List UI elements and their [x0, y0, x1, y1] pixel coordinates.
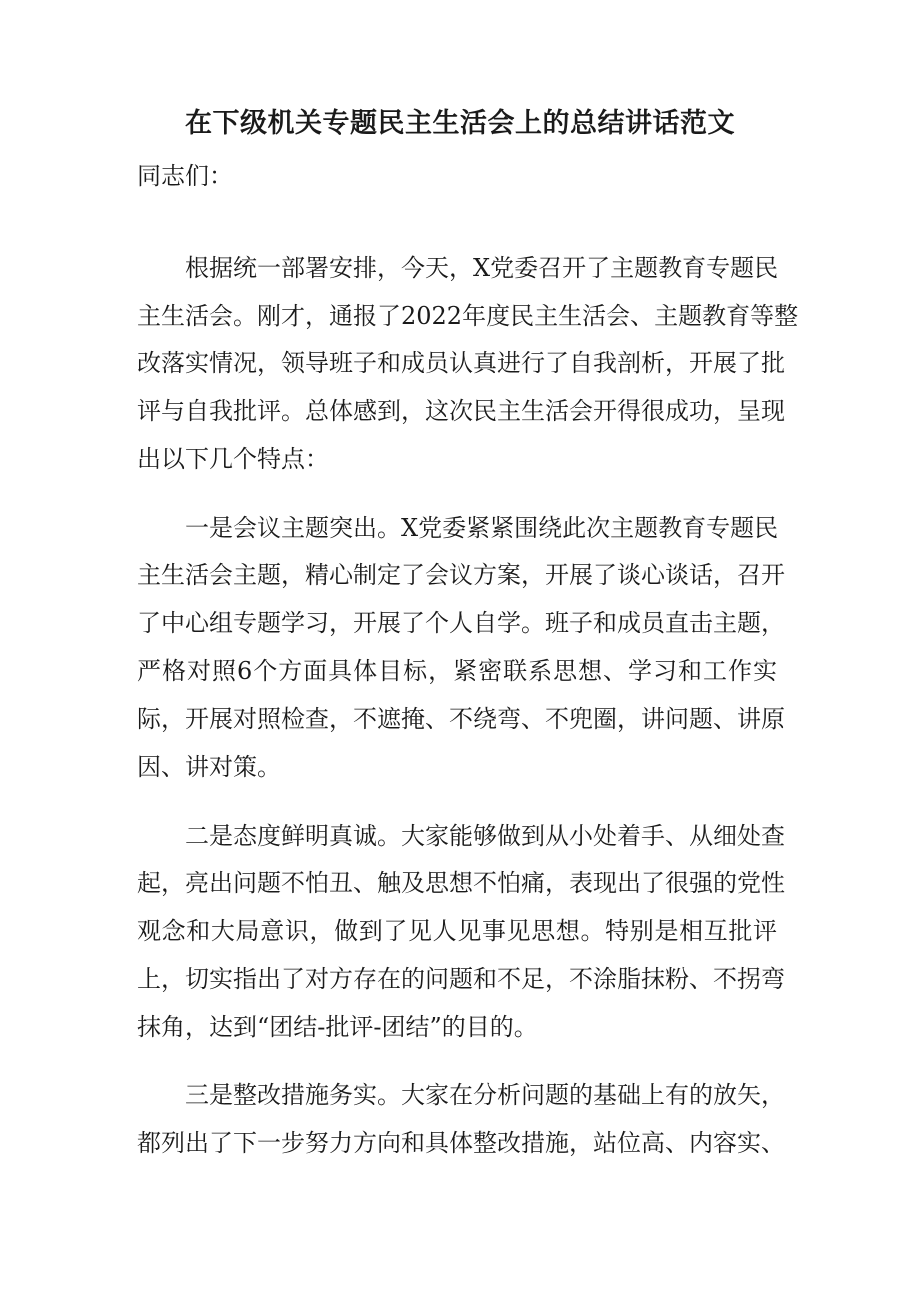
document-title: 在下级机关专题民主生活会上的总结讲话范文	[185, 108, 735, 139]
paragraph-line: 都列出了下一步努力方向和具体整改措施，站位高、内容实、	[137, 1129, 785, 1157]
paragraph-line: 了中心组专题学习，开展了个人自学。班子和成员直击主题，	[137, 609, 785, 637]
paragraph-line: 评与自我批评。总体感到，这次民主生活会开得很成功，呈现	[137, 397, 785, 425]
greeting: 同志们：	[137, 162, 233, 190]
paragraph-line: 严格对照6个方面具体目标，紧密联系思想、学习和工作实	[137, 657, 777, 685]
paragraph-line: 起，亮出问题不怕丑、触及思想不怕痛，表现出了很强的党性	[137, 869, 785, 897]
paragraph-line: 改落实情况，领导班子和成员认真进行了自我剖析，开展了批	[137, 349, 785, 377]
paragraph-line: 抹角，达到“团结-批评-团结”的目的。	[137, 1013, 538, 1041]
paragraph-line: 因、讲对策。	[137, 753, 281, 781]
paragraph-line: 根据统一部署安排，今天，X党委召开了主题教育专题民	[185, 254, 779, 282]
paragraph-line: 观念和大局意识，做到了见人见事见思想。特别是相互批评	[137, 917, 777, 945]
paragraph-line: 上，切实指出了对方存在的问题和不足，不涂脂抹粉、不拐弯	[137, 965, 785, 993]
paragraph-line: 三是整改措施务实。大家在分析问题的基础上有的放矢，	[185, 1081, 785, 1109]
paragraph-line: 二是态度鲜明真诚。大家能够做到从小处着手、从细处查	[185, 822, 785, 850]
paragraph-line: 出以下几个特点：	[137, 445, 329, 473]
paragraph-line: 主生活会。刚才，通报了2022年度民主生活会、主题教育等整	[137, 302, 799, 330]
paragraph-line: 际，开展对照检查，不遮掩、不绕弯、不兜圈，讲问题、讲原	[137, 705, 785, 733]
paragraph-line: 主生活会主题，精心制定了会议方案，开展了谈心谈话，召开	[137, 561, 785, 589]
paragraph-line: 一是会议主题突出。X党委紧紧围绕此次主题教育专题民	[185, 514, 779, 542]
